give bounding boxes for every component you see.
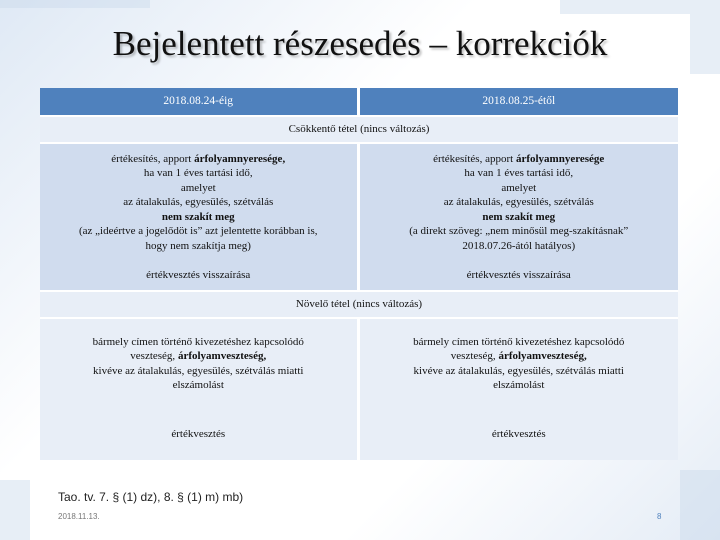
section-header-row	[40, 291, 678, 318]
column-header-left: 2018.08.24-éig	[40, 88, 358, 116]
section-label-reducing: Csökkentő tétel (nincs változás)	[40, 116, 678, 143]
cell-line: bármely címen történő kivezetéshez kapcsolódó	[92, 335, 304, 348]
cell-bold-text: árfolyamnyeresége,	[194, 152, 286, 165]
decor-tile	[0, 480, 30, 540]
cell-bold-text: nem szakít meg	[482, 210, 556, 223]
cell-line: amelyet	[501, 181, 537, 194]
cell-line: elszámolást	[493, 379, 545, 391]
cell-line: 2018.07.26-ától hatályos)	[462, 239, 576, 252]
decor-tile	[0, 0, 150, 8]
cell-line: (a direkt szöveg: „nem minősül meg-szakításnak”	[409, 225, 629, 238]
table-row	[40, 261, 678, 291]
cell-impairment-right: értékvesztés	[358, 408, 678, 460]
cell-impairment-left: értékvesztés	[40, 408, 358, 460]
section-header-row	[40, 116, 678, 143]
slide-date: 2018.11.13.	[58, 512, 100, 521]
cell-reducing-right	[358, 143, 678, 261]
cell-line: ha van 1 éves tartási idő,	[464, 167, 574, 180]
cell-line: elszámolást	[172, 379, 224, 391]
cell-line: bármely címen történő kivezetéshez kapcsolódó	[413, 335, 625, 348]
cell-text: veszteség,	[450, 350, 499, 362]
legal-reference: Tao. tv. 7. § (1) dz), 8. § (1) m) mb)	[58, 490, 244, 504]
column-header-right: 2018.08.25-étől	[358, 88, 678, 116]
cell-line	[366, 210, 673, 225]
cell-line	[366, 152, 673, 167]
cell-writeback-right: értékvesztés visszaírása	[358, 261, 678, 291]
slide-title: Bejelentett részesedés – korrekciók	[112, 24, 608, 63]
cell-line: ha van 1 éves tartási idő,	[143, 167, 253, 180]
cell-bold-text: árfolyamveszteség,	[498, 350, 587, 362]
table-row	[40, 143, 678, 261]
cell-line: az átalakulás, egyesülés, szétválás	[443, 196, 594, 209]
cell-line	[46, 210, 351, 225]
cell-line: kivéve az átalakulás, egyesülés, szétválás miatti	[413, 364, 624, 377]
cell-text: értékesítés, apport	[111, 152, 195, 165]
cell-increasing-left	[40, 318, 358, 408]
cell-bold-text: árfolyamnyeresége	[515, 152, 605, 165]
cell-text: veszteség,	[130, 350, 178, 362]
cell-line	[46, 152, 351, 167]
cell-line: kivéve az átalakulás, egyesülés, szétválás miatti	[93, 364, 304, 377]
cell-line	[46, 349, 351, 364]
page-number: 8	[657, 512, 662, 521]
table-row	[40, 318, 678, 408]
cell-reducing-left	[40, 143, 358, 261]
cell-line: hogy nem szakítja meg)	[145, 239, 251, 252]
decor-tile	[680, 470, 720, 540]
table-header-row	[40, 88, 678, 116]
decor-tile	[560, 0, 720, 14]
cell-increasing-right	[358, 318, 678, 408]
section-label-increasing: Növelő tétel (nincs változás)	[40, 291, 678, 318]
cell-line	[366, 349, 673, 364]
cell-text: értékesítés, apport	[433, 152, 516, 165]
cell-line: (az „ideértve a jogelődöt is” azt jelentette korábban is,	[78, 225, 318, 238]
cell-bold-text: árfolyamveszteség,	[177, 350, 267, 362]
cell-line: az átalakulás, egyesülés, szétválás	[123, 196, 274, 209]
cell-bold-text: nem szakít meg	[161, 210, 235, 223]
cell-line: amelyet	[180, 181, 216, 194]
table-row	[40, 408, 678, 460]
cell-writeback-left: értékvesztés visszaírása	[40, 261, 358, 291]
comparison-table	[40, 88, 678, 460]
